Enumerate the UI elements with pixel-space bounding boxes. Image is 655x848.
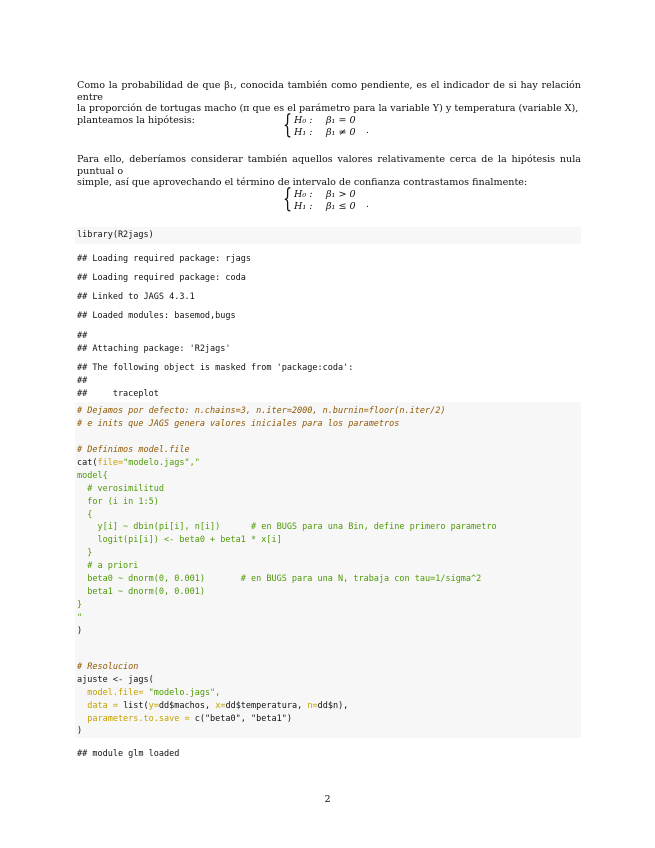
code-line: parameters.to.save = c("beta0", "beta1") — [77, 714, 292, 724]
code-line: model.file= "modelo.jags", — [77, 688, 221, 698]
intro-line-3: planteamos la hipótesis: — [77, 114, 195, 126]
hypothesis-h0: H₀ : β₁ = 0 — [294, 115, 356, 126]
code-string-line: for (i in 1:5) — [77, 497, 159, 507]
code-cat-line: cat(file="modelo.jags"," — [77, 458, 200, 468]
code-string-line: beta0 ~ dnorm(0, 0.001) # en BUGS para una N, trabaja con tau=1/sigma^2 — [77, 574, 482, 584]
output-line: ## Attaching package: 'R2jags' — [77, 344, 231, 354]
code-string-line: y[i] ~ dbin(pi[i], n[i]) # en BUGS para una Bin, define primero parametro — [77, 522, 497, 532]
code-string-line: model{ — [77, 471, 108, 481]
left-brace-icon: { — [283, 110, 293, 140]
code-string-line: } — [77, 600, 83, 610]
code-comment: # e inits que JAGS genera valores iniciales para los parametros — [77, 419, 400, 429]
hypothesis-h1: H₁ : β₁ ≠ 0 — [294, 127, 356, 138]
system-period: . — [366, 199, 370, 210]
intro-line-1: Como la probabilidad de que β₁, conocida también como pendiente, es el indicador de si hay relación entre — [77, 80, 581, 103]
output-line: ## traceplot — [77, 389, 159, 399]
hypothesis-system-2 — [283, 184, 383, 217]
code-comment: # Dejamos por defecto: n.chains=3, n.iter=2000, n.burnin=floor(n.iter/2) — [77, 406, 446, 416]
hypothesis-h0: H₀ : β₁ > 0 — [294, 189, 356, 200]
code-line: data = list(y=dd$machos, x=dd$temperatura, n=dd$n), — [77, 701, 349, 711]
system-period: . — [366, 125, 370, 136]
output-line: ## Loading required package: coda — [77, 273, 246, 283]
code-string-line: } — [77, 548, 93, 558]
code-comment: # Definimos model.file — [77, 445, 190, 455]
code-string-line: { — [77, 510, 93, 520]
code-line: ) — [77, 726, 83, 736]
code-line: ajuste <- jags( — [77, 675, 154, 685]
intro-line-2: la proporción de tortugas macho (π que es el parámetro para la variable Y) y temperatura (variable X), — [77, 103, 579, 114]
hypothesis-h1: H₁ : β₁ ≤ 0 — [294, 201, 356, 212]
paragraph-2 — [77, 154, 581, 189]
para2-line-1: Para ello, deberíamos considerar también aquellos valores relativamente cerca de la hipótesis nula puntual o — [77, 154, 581, 177]
output-line: ## Loading required package: rjags — [77, 254, 251, 264]
para2-line-2: simple, así que aprovechando el término de intervalo de confianza contrastamos finalmente: — [77, 177, 528, 188]
output-line: ## The following object is masked from 'package:coda': — [77, 363, 354, 373]
code-library-line: library(R2jags) — [77, 230, 154, 240]
code-string-line: beta1 ~ dnorm(0, 0.001) — [77, 587, 205, 597]
page-number: 2 — [324, 794, 331, 805]
output-line: ## Loaded modules: basemod,bugs — [77, 311, 236, 321]
hypothesis-system-1 — [283, 110, 383, 143]
output-line: ## Linked to JAGS 4.3.1 — [77, 292, 195, 302]
left-brace-icon: { — [283, 184, 293, 214]
output-line: ## — [77, 331, 88, 341]
code-string-line: # a priori — [77, 561, 139, 571]
code-line: ) — [77, 626, 83, 636]
code-string-line: logit(pi[i]) <- beta0 + beta1 * x[i] — [77, 535, 282, 545]
code-string-line: " — [77, 613, 83, 623]
output-line: ## module glm loaded — [77, 749, 180, 759]
output-line: ## — [77, 376, 88, 386]
code-string-line: # verosimilitud — [77, 484, 164, 494]
code-comment: # Resolucion — [77, 662, 139, 672]
